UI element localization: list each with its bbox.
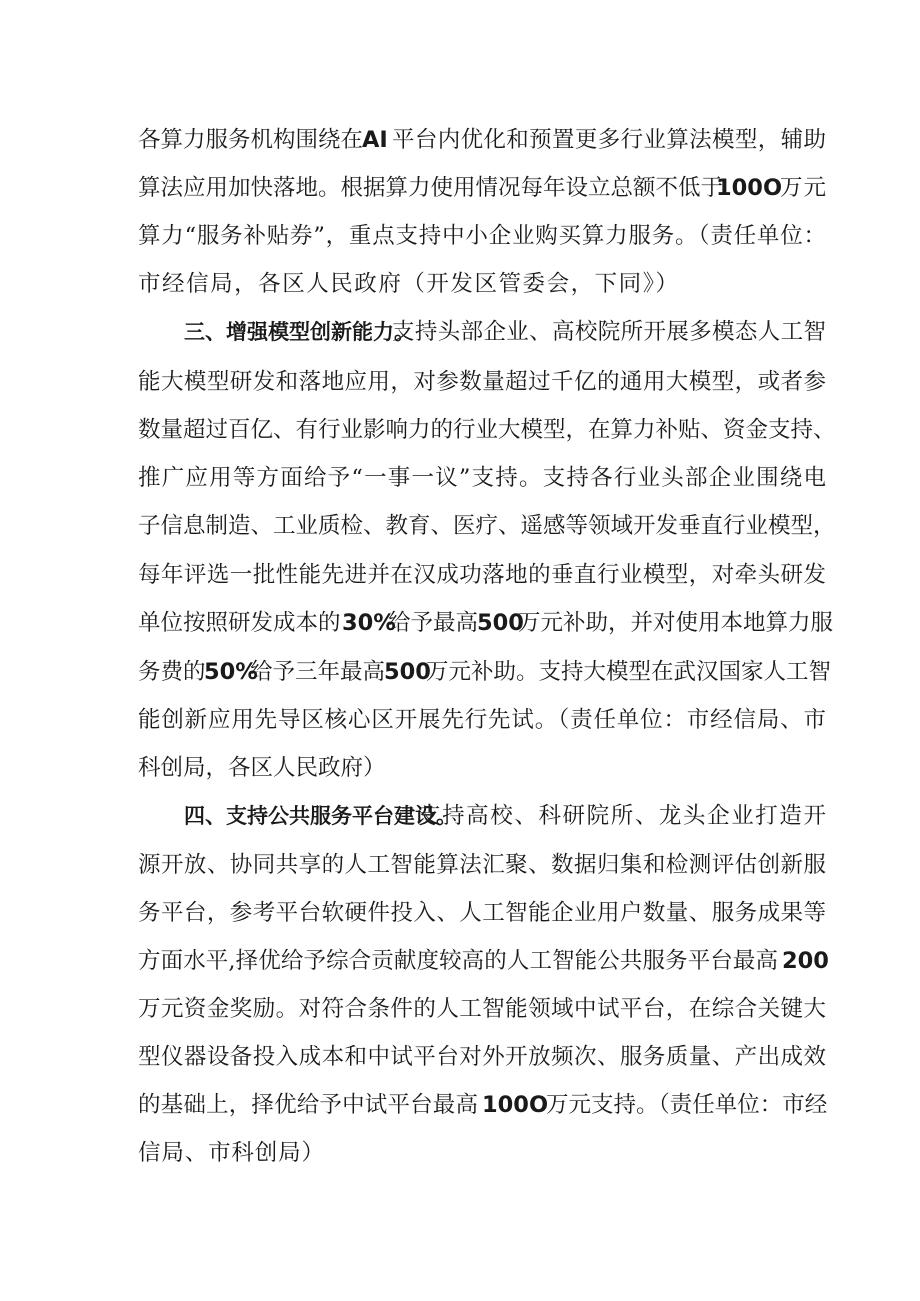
text-run: 型仪器设备投入成本和中试平台对外开放频次、服务质量、产出成效: [138, 1044, 826, 1070]
text-run: 的基础上，择优给予中试平台最高: [138, 1092, 478, 1118]
text-run: 市经信局，各区人民政府（开发区管委会，下同》）: [138, 271, 678, 297]
paragraph-4-line-1: [0, 796, 920, 836]
text-run: 平台内优化和预置更多行业算法模型，辅助: [392, 127, 826, 153]
text-run-bold: 30%: [342, 610, 396, 636]
text-run: 能大模型研发和落地应用，对参数量超过千亿的通用大模型，或者参: [138, 369, 826, 395]
paragraph-2-line-2: [0, 168, 920, 208]
paragraph-2-line-4: [0, 264, 920, 304]
text-run: 万元补助。支持大模型在武汉国家人工智: [426, 659, 832, 685]
text-run: 万元支持。（责任单位：市经: [546, 1092, 828, 1118]
text-run: 务平台，参考平台软硬件投入、人工智能企业用户数量、服务成果等: [138, 900, 826, 926]
text-run: 子信息制造、工业质检、教育、医疗、遥感等领域开发垂直行业模型，: [138, 513, 836, 539]
text-run-bold: 500: [477, 610, 524, 636]
text-run: 信局、市科创局）: [138, 1140, 324, 1166]
paragraph-4-line-2: [0, 845, 920, 885]
text-run: 给予最高: [388, 610, 479, 636]
paragraph-3-line-9: [0, 700, 920, 740]
text-run: 数量超过百亿、有行业影响力的行业大模型，在算力补贴、资金支持、: [138, 417, 836, 443]
text-run-bold: 100O: [482, 1092, 549, 1118]
paragraph-4-line-3: [0, 893, 920, 933]
paragraph-3-line-6: [0, 555, 920, 595]
text-run: 万元资金奖励。对符合条件的人工智能领域中试平台，在综合关键大: [138, 996, 826, 1022]
text-run: 单位按照研发成本的: [138, 610, 341, 636]
text-run: 支持头部企业、高校院所开展多模态人工智: [392, 319, 826, 345]
text-run: 科创局，各区人民政府）: [138, 755, 386, 781]
text-run: 万元: [780, 175, 826, 201]
text-run: 推广应用等方面给予“一事一议”支持。支持各行业头部企业围绕电: [138, 465, 826, 491]
section-heading-4: 四、支持公共服务平台建设。: [184, 804, 457, 828]
paragraph-3-line-2: [0, 362, 920, 402]
paragraph-4-line-8: [0, 1133, 920, 1173]
text-run-bold: 500: [384, 659, 431, 685]
paragraph-3-line-7: [0, 603, 920, 643]
text-run-bold: 100O: [716, 175, 783, 201]
paragraph-3-line-8: [0, 652, 920, 692]
text-run: 源开放、协同共享的人工智能算法汇聚、数据归集和检测评估创新服: [138, 852, 826, 878]
text-run-bold: 50%: [204, 659, 258, 685]
text-run: 算法应用加快落地。根据算力使用情况每年设立总额不低于: [138, 175, 724, 201]
text-run-bold: 200: [782, 948, 829, 974]
text-run: 每年评选一批性能先进并在汉成功落地的垂直行业模型，对牵头研发: [138, 562, 826, 588]
paragraph-2-line-3: [0, 216, 920, 256]
paragraph-3-line-4: [0, 458, 920, 498]
section-heading-3: 三、增强模型创新能力。: [184, 320, 415, 344]
text-run: 能创新应用先导区核心区开展先行先试。（责任单位：市经信局、市: [138, 707, 826, 733]
text-run: 算力“服务补贴券”，重点支持中小企业购买算力服务。（责任单位：: [138, 223, 826, 249]
text-run: 各算力服务机构围绕在: [138, 127, 364, 153]
paragraph-4-line-5: [0, 989, 920, 1029]
paragraph-4-line-6: [0, 1037, 920, 1077]
paragraph-3-line-5: [0, 506, 920, 546]
paragraph-4-line-4: [0, 941, 920, 981]
text-run: 给予三年最高: [250, 659, 386, 685]
paragraph-4-line-7: [0, 1085, 920, 1125]
text-run: 务费的: [138, 659, 206, 685]
paragraph-3-line-1: [0, 312, 920, 352]
paragraph-2-line-1: [0, 120, 920, 160]
paragraph-3-line-3: [0, 410, 920, 450]
text-run: 万元补助，并对使用本地算力服: [518, 610, 834, 636]
text-run: 支持高校、科研院所、龙头企业打造开: [418, 803, 826, 829]
text-run: 方面水平,择优给予综合贡献度较高的人工智能公共服务平台最高: [138, 948, 778, 974]
paragraph-3-line-10: [0, 748, 920, 788]
text-run-bold: AI: [362, 127, 388, 153]
